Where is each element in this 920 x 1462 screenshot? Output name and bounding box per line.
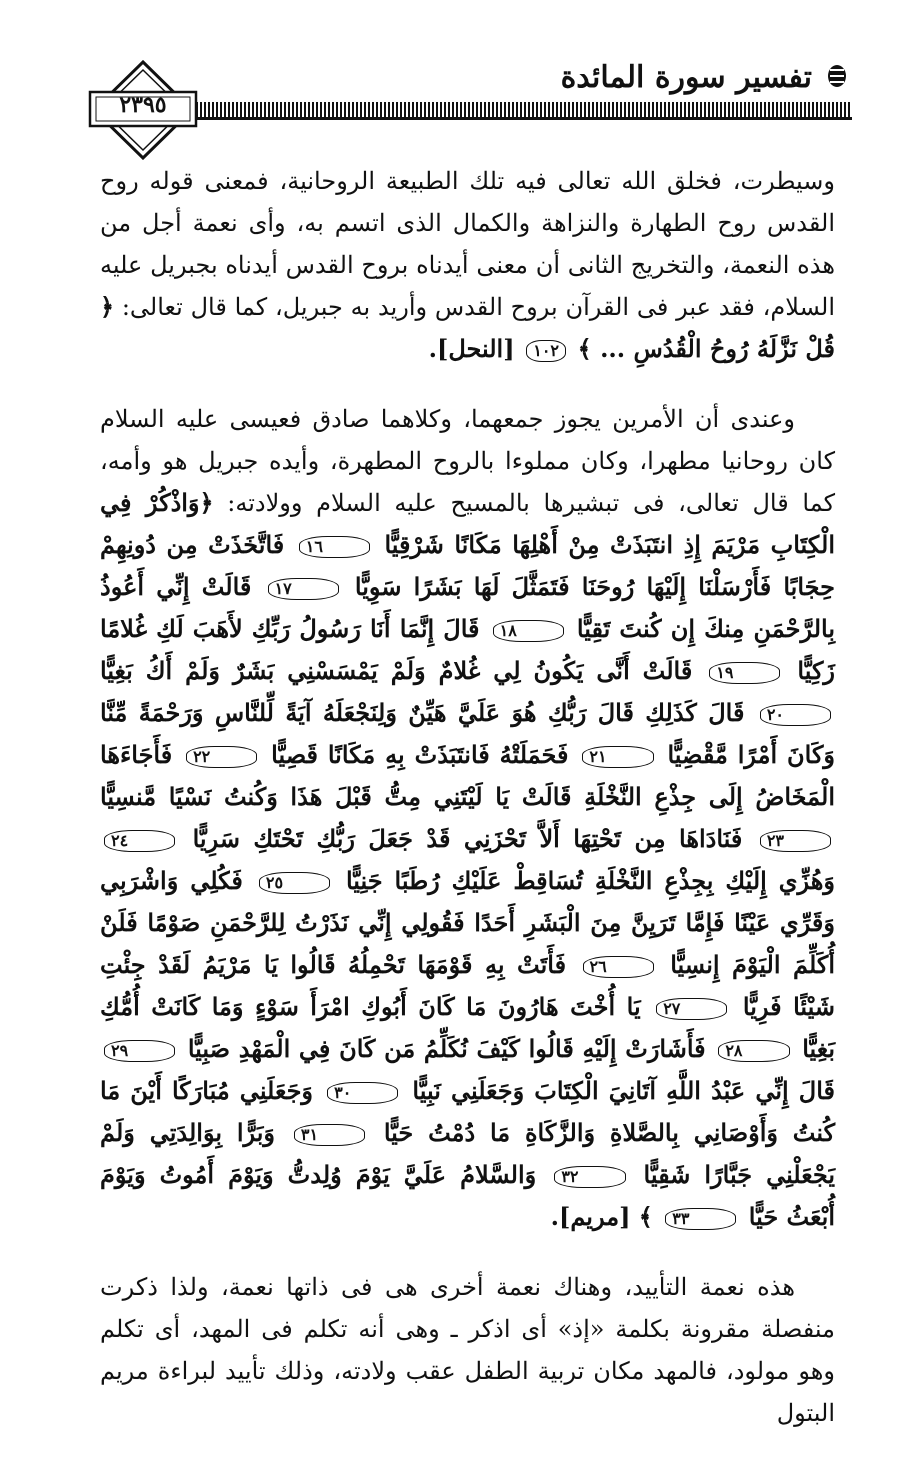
verse-text: يَا أُخْتَ هَارُونَ مَا كَانَ أَبُوكِ امْرَأَ سَوْءٍ وَمَا كَانَتْ أُمُّكِ بَغِيًّا — [100, 992, 836, 1063]
ayah-number-marker: ٢١ — [582, 746, 653, 768]
verse-text: وَالسَّلامُ عَلَيَّ يَوْمَ وُلِدتُّ وَيَوْمَ أَمُوتُ وَيَوْمَ أُبْعَثُ حَيًّا — [100, 1160, 835, 1231]
ayah-number-marker: ٣١ — [294, 1124, 365, 1146]
ayah-number-marker: ٣٠ — [327, 1082, 398, 1104]
ayah-number-marker: ٢٥ — [259, 872, 330, 894]
ayah-number-marker: ٢٨ — [718, 1040, 789, 1062]
header-rule — [168, 102, 852, 120]
paragraph-text: وعندى أن الأمرين يجوز جمعهما، وكلاهما صادق فعيسى عليه السلام كان روحانيا مطهرا، وكان مملوءا بالروح المطهرة، وأيده جبريل هو وأمه، كما قال تعالى، فى تبشيرها بالمسيح عليه السلام وولادته: — [100, 405, 835, 517]
verse-text: قَالَتْ أَنَّى يَكُونُ لِي غُلامٌ وَلَمْ يَمْسَسْنِي بَشَرٌ وَلَمْ أَكُ بَغِيًّا — [100, 656, 693, 685]
ayah-number-marker: ٢٦ — [583, 956, 654, 978]
verse-text: قَالَتْ إِنِّي أَعُوذُ بِالرَّحْمَنِ مِنكَ إِن كُنتَ تَقِيًّا — [100, 572, 836, 643]
verse-text: قَالَ إِنِّي عَبْدُ اللَّهِ آتَانِيَ الْكِتَابَ وَجَعَلَنِي نَبِيًّا — [402, 1076, 835, 1105]
ornament-bullet-icon — [826, 63, 848, 89]
ayah-number-marker: ٢٠ — [760, 704, 831, 726]
ayah-number-marker: ١٦ — [299, 536, 370, 558]
ayah-number-marker: ١٧ — [268, 578, 339, 600]
ayah-number-marker: ١٠٢ — [526, 340, 566, 362]
paragraph-text: وسيطرت، فخلق الله تعالى فيه تلك الطبيعة الروحانية، فمعنى قوله روح القدس روح الطهارة والنزاهة والكمال الذى اتسم به، وأى نعمة أجل من هذه النعمة، والتخريج الثانى أن معنى أيدناه بروح القدس أيدناه بجبريل عليه السلام، فقد عبر فى القرآن بروح القدس وأريد به جبريل، كما قال تعالى: — [100, 167, 836, 321]
verse-text: فَاتَّخَذَتْ مِن دُونِهِمْ حِجَابًا فَأَرْسَلْنَا إِلَيْهَا رُوحَنَا فَتَمَثَّلَ لَهَا بَشَرًا سَوِيًّا — [100, 530, 835, 601]
ayah-number-marker: ١٨ — [493, 620, 564, 642]
verse-text: وَبَرًّا بِوَالِدَتِي وَلَمْ يَجْعَلْنِي جَبَّارًا شَقِيًّا — [100, 1118, 836, 1189]
quran-verses — [100, 488, 835, 1231]
surah-reference: [النحل]. — [428, 334, 515, 363]
paragraph-2 — [100, 398, 835, 1238]
surah-reference: ﴾ [مريم]. — [550, 1202, 653, 1231]
verse-text: فَأَجَاءَهَا الْمَخَاضُ إِلَى جِذْعِ النَّخْلَةِ قَالَتْ يَا لَيْتَنِي مِتُّ قَبْلَ هَذَا وَكُنتُ نَسْيًا مَّنسِيًّا — [100, 740, 835, 811]
verse-text: فَأَتَتْ بِهِ قَوْمَهَا تَحْمِلُهُ قَالُوا يَا مَرْيَمُ لَقَدْ جِئْتِ شَيْئًا فَرِيًّا — [100, 950, 835, 1021]
ayah-number-marker: ١٩ — [709, 662, 780, 684]
verse-text: ﴿وَاذْكُرْ فِي الْكِتَابِ مَرْيَمَ إِذِ انتَبَذَتْ مِنْ أَهْلِهَا مَكَانًا شَرْقِيًّا — [100, 488, 835, 559]
verse-text: فَكُلِي وَاشْرَبِي وَقَرِّي عَيْنًا فَإِمَّا تَرَيِنَّ مِنَ الْبَشَرِ أَحَدًا فَقُولِي إِنِّي نَذَرْتُ لِلرَّحْمَنِ صَوْمًا فَلَنْ أُكَلِّمَ الْيَوْمَ إِنسِيًّا — [100, 866, 836, 979]
verse-text: وَجَعَلَنِي مُبَارَكًا أَيْنَ مَا كُنتُ وَأَوْصَانِي بِالصَّلاةِ وَالزَّكَاةِ مَا دُمْتُ حَيًّا — [100, 1076, 836, 1147]
running-title: تفسير سورة المائدة — [560, 60, 812, 95]
ayah-number-marker: ٢٧ — [656, 998, 727, 1020]
verse-text: فَأَشَارَتْ إِلَيْهِ قَالُوا كَيْفَ نُكَلِّمُ مَن كَانَ فِي الْمَهْدِ صَبِيًّا — [179, 1034, 706, 1063]
body-text — [100, 160, 835, 1462]
paragraph-1 — [100, 160, 835, 370]
verse-text: وَهُزِّي إِلَيْكِ بِجِذْعِ النَّخْلَةِ تُسَاقِطْ عَلَيْكِ رُطَبًا جَنِيًّا — [334, 866, 836, 895]
ayah-number-marker: ٣٣ — [665, 1208, 736, 1230]
page-header — [0, 0, 920, 175]
ayah-number-marker: ٢٢ — [186, 746, 257, 768]
ayah-number-marker: ٣٢ — [554, 1166, 625, 1188]
page-number: ٢٣٩٥ — [119, 92, 167, 118]
paragraph-3 — [100, 1266, 835, 1434]
verse-text: فَحَمَلَتْهُ فَانتَبَذَتْ بِهِ مَكَانًا قَصِيًّا — [261, 740, 569, 769]
quran-quote: ﴿ قُلْ نَزَّلَهُ رُوحُ الْقُدُسِ ... ﴾ — [100, 292, 835, 363]
verse-text: فَنَادَاهَا مِن تَحْتِهَا أَلاَّ تَحْزَنِي قَدْ جَعَلَ رَبُّكِ تَحْتَكِ سَرِيًّا — [179, 824, 743, 853]
ayah-number-marker: ٢٩ — [104, 1040, 175, 1062]
paragraph-text: هذه نعمة التأييد، وهناك نعمة أخرى هى فى ذاتها نعمة، ولذا ذكرت منفصلة مقرونة بكلمة «إذ» أى اذكر ـ وهى أنه تكلم فى المهد، أى تكلم وهو مولود، فالمهد مكان تربية الطفل عقب ولادته، وذلك تأييد لبراءة مريم البتول — [100, 1273, 835, 1427]
verse-text: قَالَ إِنَّمَا أَنَا رَسُولُ رَبِّكِ لأَهَبَ لَكِ غُلامًا زَكِيًّا — [100, 614, 835, 685]
ayah-number-marker: ٢٤ — [104, 830, 175, 852]
verse-text: قَالَ كَذَلِكِ قَالَ رَبُّكِ هُوَ عَلَيَّ هَيِّنٌ وَلِنَجْعَلَهُ آيَةً لِّلنَّاسِ وَرَحْمَةً مِّنَّا وَكَانَ أَمْرًا مَّقْضِيًّا — [100, 698, 835, 769]
ayah-number-marker: ٢٣ — [760, 830, 831, 852]
